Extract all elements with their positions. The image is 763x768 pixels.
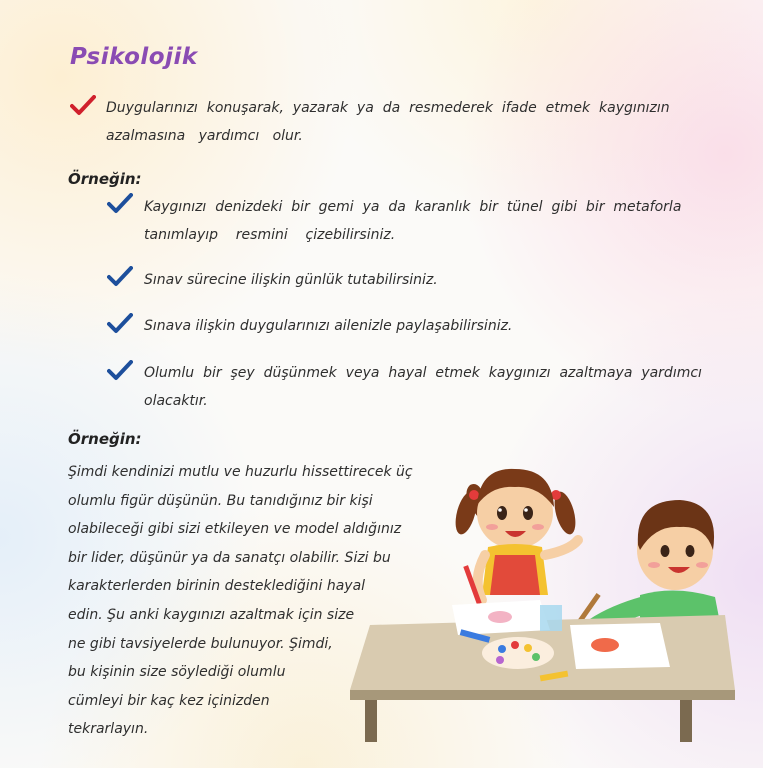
- story-line: karakterlerden birinin desteklediğini hayal: [68, 578, 366, 595]
- girl-figure: [452, 469, 580, 605]
- example-label-2: Örneğin:: [68, 430, 142, 448]
- blue-checkmark-icon: [107, 266, 133, 288]
- story-line: ne gibi tavsiyelerde bulunuyor. Şimdi,: [68, 635, 333, 652]
- bullet-1-line-2: tanımlayıp resmini çizebilirsiniz.: [144, 227, 396, 243]
- story-line: edin. Şu anki kaygınızı azaltmak için size: [68, 606, 355, 623]
- story-line: olabileceği gibi sizi etkileyen ve model aldığınız: [68, 521, 402, 538]
- story-line: bir lider, düşünür ya da sanatçı olabilir. Sizi bu: [68, 549, 391, 566]
- intro-paragraph: [106, 94, 716, 150]
- example-label-1: Örneğin:: [68, 170, 142, 188]
- bullet-item-3: Sınava ilişkin duygularınızı ailenizle paylaşabilirsiniz.: [144, 318, 513, 334]
- children-painting-illustration: [340, 455, 740, 745]
- story-line: bu kişinin size söylediği olumlu: [68, 664, 286, 681]
- story-line: olumlu figür düşünün. Bu tanıdığınız bir kişi: [68, 492, 373, 509]
- story-line: tekrarlayın.: [68, 721, 149, 738]
- blue-checkmark-icon: [107, 360, 133, 382]
- red-checkmark-icon: [70, 95, 96, 117]
- bullet-4-line-2: olacaktır.: [144, 393, 208, 409]
- blue-checkmark-icon: [107, 313, 133, 335]
- blue-checkmark-icon: [107, 193, 133, 215]
- intro-line-1: Duygularınızı konuşarak, yazarak ya da resmederek ifade etmek kaygınızın: [106, 100, 670, 116]
- story-line: cümleyi bir kaç kez içinizden: [68, 692, 270, 709]
- bullet-1-line-1: Kaygınızı denizdeki bir gemi ya da karanlık bir tünel gibi bir metaforla: [144, 199, 682, 215]
- bullet-item-4: [144, 359, 719, 415]
- intro-line-2: azalmasına yardımcı olur.: [106, 128, 303, 144]
- story-line: Şimdi kendinizi mutlu ve huzurlu hissettirecek üç: [68, 464, 413, 480]
- page-title: Psikolojik: [70, 44, 198, 70]
- bullet-item-2: Sınav sürecine ilişkin günlük tutabilirsiniz.: [144, 272, 438, 288]
- bullet-item-1: [144, 193, 719, 249]
- bullet-4-line-1: Olumlu bir şey düşünmek veya hayal etmek kaygınızı azaltmaya yardımcı: [144, 365, 702, 381]
